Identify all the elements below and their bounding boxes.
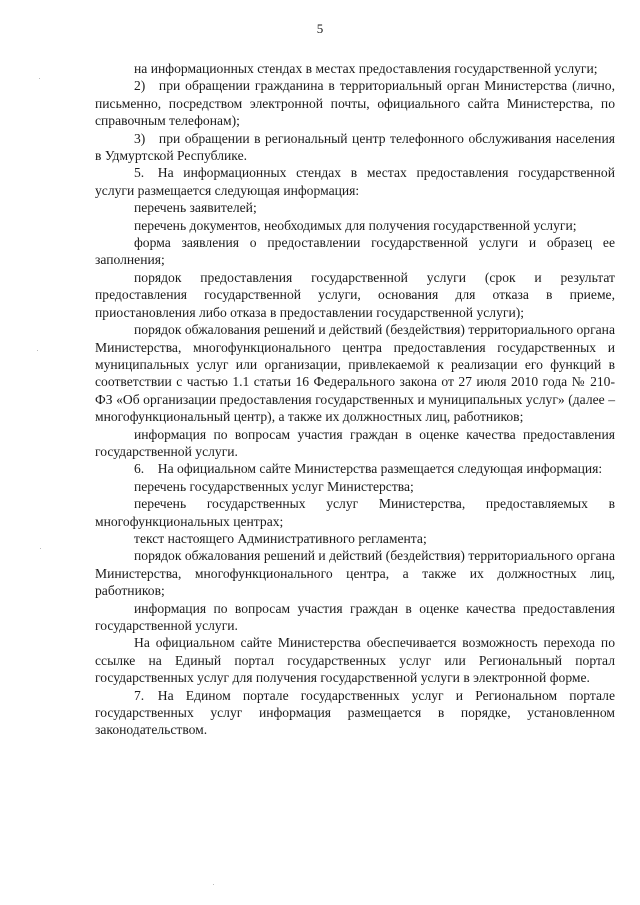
- scan-speck: [39, 78, 40, 79]
- paragraph: форма заявления о предоставлении государственной услуги и образец ее заполнения;: [95, 235, 615, 268]
- paragraph: 7. На Едином портале государственных услуг и Региональном портале государственных услуг информация размещается в порядке, установленном законодательством.: [95, 687, 615, 738]
- paragraph: порядок предоставления государственной услуги (срок и результат предоставления государственной услуги, основания для отказа в приеме, приостановления либо отказа в предоставлении государственной услуги);: [95, 269, 615, 320]
- paragraph: На официальном сайте Министерства обеспечивается возможность перехода по ссылке на Единый портал государственных услуг или Региональный портал государственных услуг для получения государственной услуги в электронной форме.: [95, 635, 615, 686]
- paragraph: текст настоящего Административного регламента;: [134, 530, 427, 546]
- paragraph: перечень государственных услуг Министерства;: [134, 478, 414, 494]
- paragraph: информация по вопросам участия граждан в оценке качества предоставления государственной услуги.: [95, 426, 615, 459]
- paragraph: перечень документов, необходимых для получения государственной услуги;: [134, 217, 577, 233]
- paragraph: 2) при обращении гражданина в территориальный орган Министерства (лично, письменно, посредством электронной почты, официального сайта Министерства, по справочным телефонам);: [95, 78, 615, 129]
- paragraph: 3) при обращении в региональный центр телефонного обслуживания населения в Удмуртской Республике.: [95, 130, 615, 164]
- paragraph: на информационных стендах в местах предоставления государственной услуги;: [134, 61, 598, 76]
- paragraph: порядок обжалования решений и действий (бездействия) территориального органа Министерства, многофункционального центра, а также их должностных лиц, работников;: [95, 548, 615, 599]
- paragraph: перечень государственных услуг Министерства, предоставляемых в многофункциональных центрах;: [95, 496, 615, 529]
- body-text: [95, 60, 615, 739]
- scan-speck: [40, 548, 41, 549]
- paragraph: 6. На официальном сайте Министерства размещается следующая информация:: [134, 461, 603, 477]
- paragraph: перечень заявителей;: [134, 200, 257, 216]
- paragraph: информация по вопросам участия граждан в оценке качества предоставления государственной услуги.: [95, 600, 615, 633]
- paragraph: 5. На информационных стендах в местах предоставления государственной услуги размещается следующая информация:: [95, 165, 615, 198]
- paragraph: порядок обжалования решений и действий (бездействия) территориального органа Министерства, многофункционального центра предоставления государственных и муниципальных услуг или организации, привлекаемой к реализации его функций в соответствии с частью 1.1 статьи 16 Федерального закона от 27 июля 2010 года № 210-ФЗ «Об организации предоставления государственных и муниципальных услуг» (далее – многофункциональный центр), а также их должностных лиц, работников;: [95, 322, 615, 425]
- scan-speck: [213, 884, 214, 885]
- scan-speck: [37, 350, 38, 351]
- page-number: 5: [316, 21, 324, 36]
